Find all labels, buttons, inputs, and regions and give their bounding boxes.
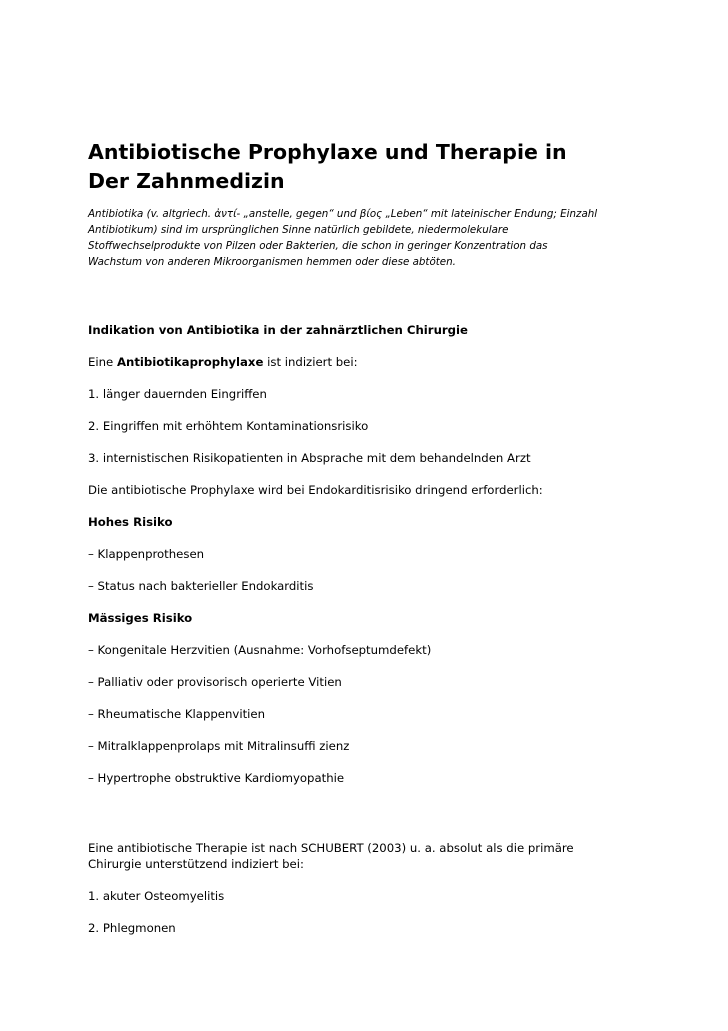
- intro-paragraph: [88, 206, 648, 270]
- high-risk-item-1: – Klappenprothesen: [88, 547, 205, 561]
- intro-line-1: Antibiotika (v. altgriech. ἀντί- „anstelle, gegen“ und βίος „Leben“ mit lateinischer Endung; Einzahl: [88, 208, 598, 220]
- indication-item-2: 2. Eingriffen mit erhöhtem Kontaminationsrisiko: [88, 419, 369, 433]
- section-spacer: [88, 270, 648, 322]
- high-risk-item-2: – Status nach bakterieller Endokarditis: [88, 579, 314, 593]
- moderate-risk-item-5: – Hypertrophe obstruktive Kardiomyopathie: [88, 771, 345, 785]
- section-spacer: [88, 802, 648, 840]
- moderate-risk-item-2: – Palliativ oder provisorisch operierte Vitien: [88, 675, 342, 689]
- therapy-item-2: 2. Phlegmonen: [88, 921, 176, 935]
- section-heading-indication: Indikation von Antibiotika in der zahnärztlichen Chirurgie: [88, 323, 468, 337]
- prophylaxis-intro: [88, 354, 648, 370]
- moderate-risk-item-1: – Kongenitale Herzvitien (Ausnahme: Vorhofseptumdefekt): [88, 643, 432, 657]
- intro-line-3: Stoffwechselprodukte von Pilzen oder Bakterien, die schon in geringer Konzentration das: [88, 240, 548, 252]
- document-page: [88, 138, 648, 952]
- moderate-risk-item-4: – Mitralklappenprolaps mit Mitralinsuffi zienz: [88, 739, 350, 753]
- intro-line-2: Antibiotikum) sind im ursprünglichen Sinne natürlich gebildete, niedermolekulare: [88, 224, 509, 236]
- prophylaxis-suffix: ist indiziert bei:: [263, 355, 358, 369]
- therapy-item-1: 1. akuter Osteomyelitis: [88, 889, 225, 903]
- title-line-1: Antibiotische Prophylaxe und Therapie in: [88, 140, 567, 164]
- title-line-2: Der Zahnmedizin: [88, 169, 285, 193]
- intro-line-4: Wachstum von anderen Mikroorganismen hemmen oder diese abtöten.: [88, 256, 456, 268]
- therapy-line-2: Chirurgie unterstützend indiziert bei:: [88, 857, 304, 871]
- indication-item-1: 1. länger dauernden Eingriffen: [88, 387, 267, 401]
- endocarditis-note: Die antibiotische Prophylaxe wird bei Endokarditisrisiko dringend erforderlich:: [88, 483, 543, 497]
- moderate-risk-item-3: – Rheumatische Klappenvitien: [88, 707, 265, 721]
- therapy-paragraph: [88, 840, 648, 872]
- document-title: [88, 138, 648, 196]
- high-risk-heading: Hohes Risiko: [88, 515, 173, 529]
- moderate-risk-heading: Mässiges Risiko: [88, 611, 193, 625]
- indication-item-3: 3. internistischen Risikopatienten in Absprache mit dem behandelnden Arzt: [88, 451, 531, 465]
- therapy-line-1: Eine antibiotische Therapie ist nach SCHUBERT (2003) u. a. absolut als die primäre: [88, 841, 574, 855]
- prophylaxis-term: Antibiotikaprophylaxe: [116, 355, 264, 369]
- prophylaxis-prefix: Eine: [88, 355, 117, 369]
